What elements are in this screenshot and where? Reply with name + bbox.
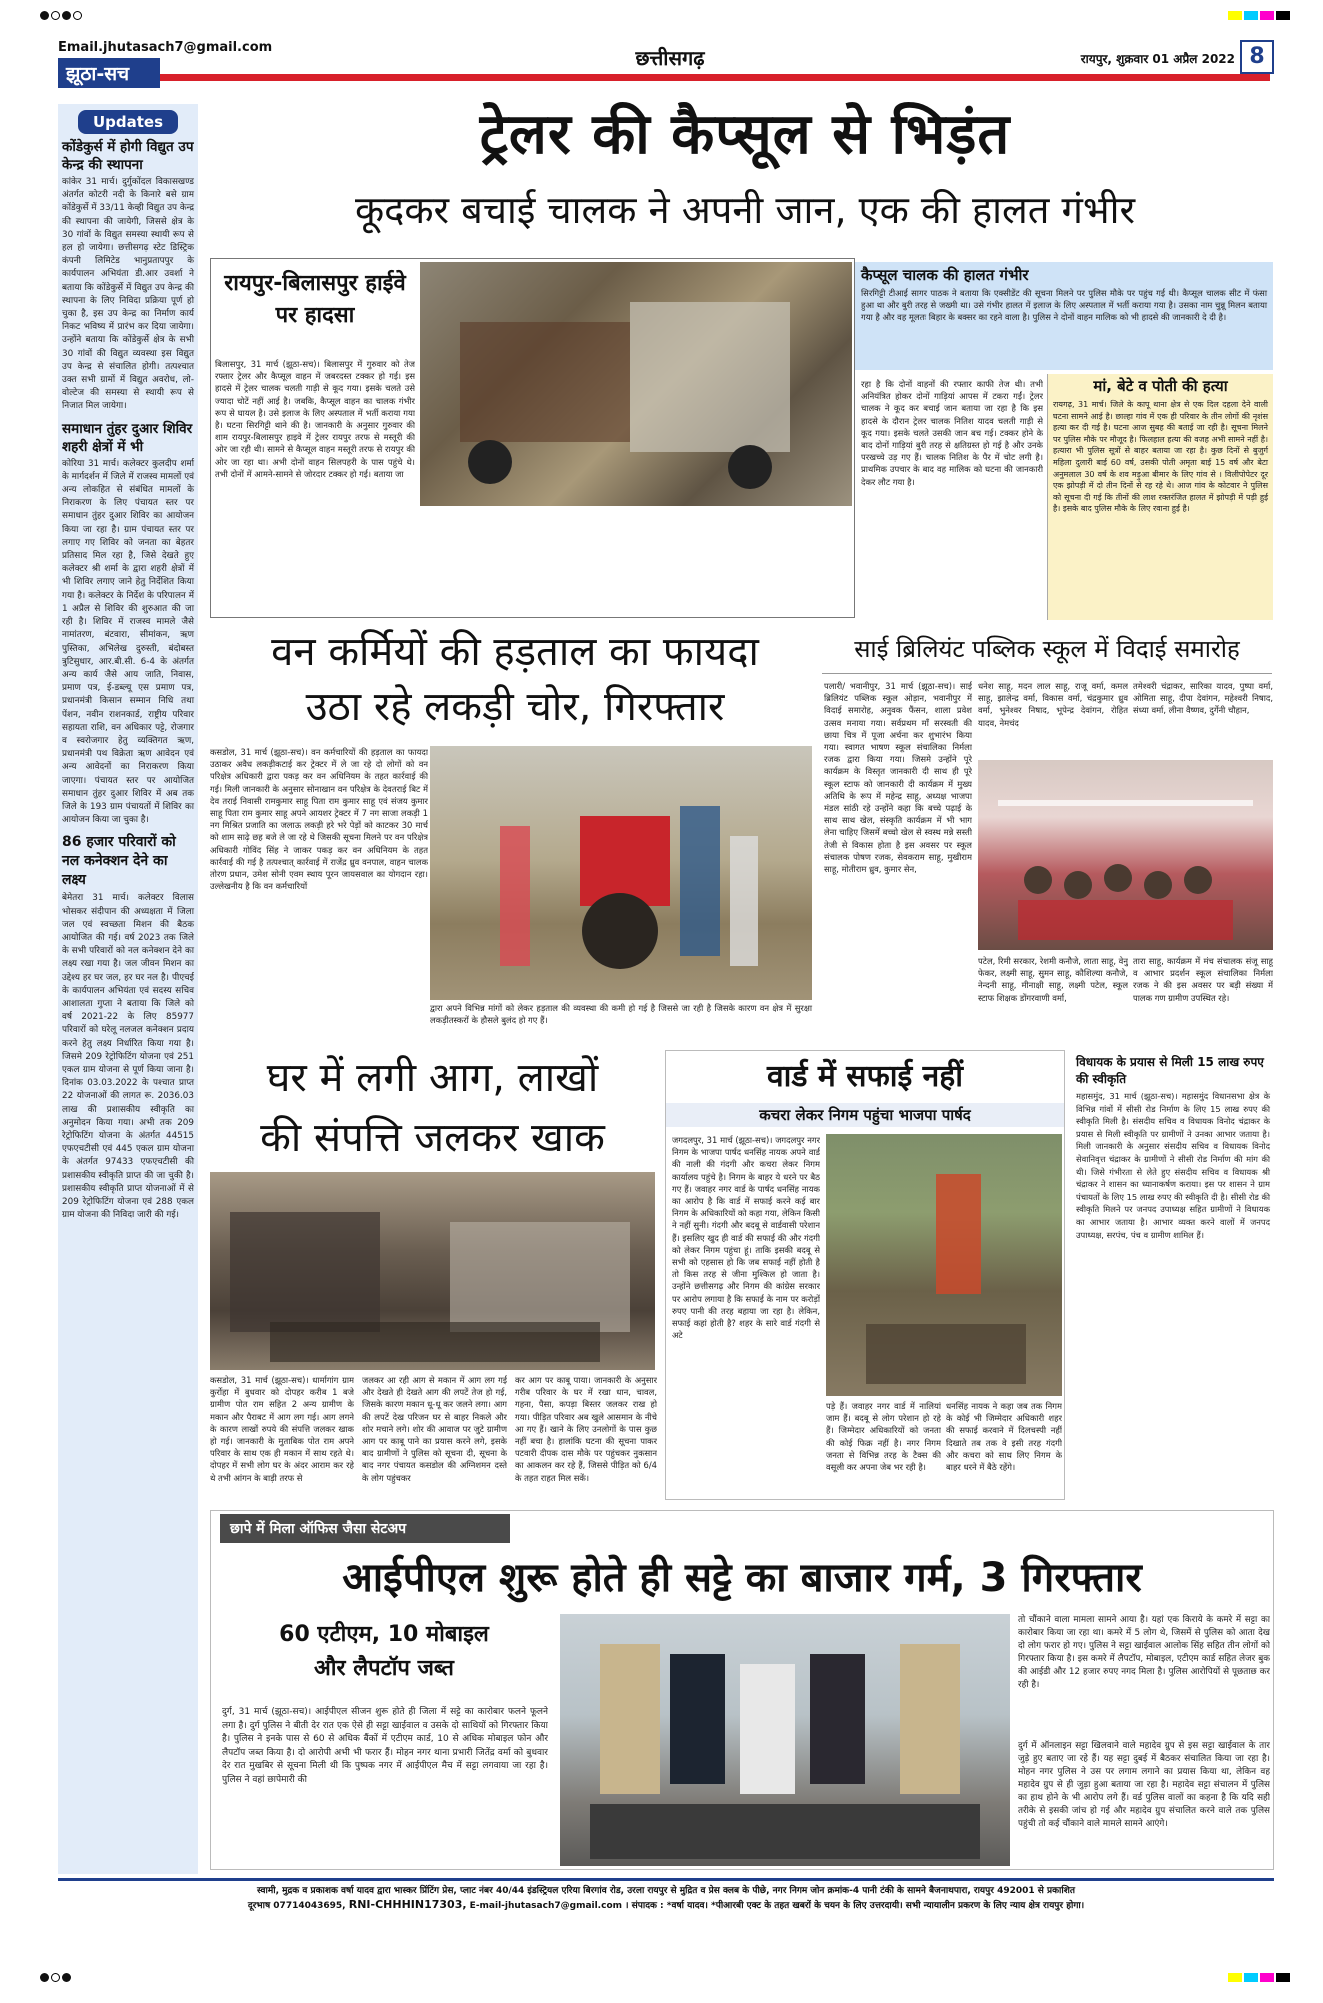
ward-col1: जगदलपुर, 31 मार्च (झूठा-सच)। जगदलपुर नगर निगम के भाजपा पार्षद धनसिंह नायक अपने वार्ड की नाली की गंदगी और कचरा लेकर निगम कार्यालय पहुंचे है। निगम के बाहर ये धरने पर बैठ गए हैं। जवाहर नगर वार्ड के पार्षद धनसिंह नायक का आरोप है कि वार्ड में सफाई करने कई बार निगम के अधिकारियों को कहा गया, लेकिन किसी ने नहीं सुनी। गंदगी और बदबू से वार्डवासी परेशान हैं। इसलिए खुद ही वार्ड की सफाई की और गंदगी को लेकर निगम पहुंचा हूं। ताकि इसकी बदबू से सभी को एहसास हो कि जब सफाई नहीं होती है तो किस तरह से जीना मुश्किल हो जाता है। उन्होंने छत्तीसगढ़ और निगम की कांग्रेस सरकार पर आरोप लगाया है कि सफाई के नाम पर करोड़ों रुपए पानी की तरह बहाया जा रहा है। लेकिन, सफाई कहां होती है? शहर के सारे वार्ड गंदगी से अटे bbox=[672, 1135, 820, 1341]
sidebar-tag: Updates bbox=[78, 110, 178, 134]
ward-col3: धनसिंह नायक ने कहा जब तक निगम के कोई भी जिम्मेदार अधिकारी शहर की सफाई करवाने में दिलचस्पी नहीं दिखाते तब तक वे इसी तरह गंदगी और कचरा को साथ लिए निगम के बाहर धरने में बैठे रहेंगे। bbox=[946, 1401, 1062, 1473]
ipl-box bbox=[220, 1614, 548, 1692]
footer-rni: RNI-CHHHIN17303, bbox=[348, 1898, 467, 1911]
murder-title: मां, बेटे व पोती की हत्या bbox=[1093, 377, 1228, 395]
accused-police-image bbox=[560, 1614, 1010, 1866]
masthead-section: छत्तीसगढ़ bbox=[610, 44, 730, 71]
forest-photo bbox=[430, 746, 812, 1000]
footer-phone: दूरभाष 07714043695, bbox=[247, 1901, 346, 1911]
masthead-email: Email.jhutasach7@gmail.com bbox=[58, 40, 273, 55]
forest-headline-1: वन कर्मियों की हड़ताल का फायदा bbox=[271, 629, 759, 675]
footer-editor: । संपादक : *वर्षा यादव। *पीआरबी एक्ट के तहत खबरों के चयन के लिए उत्तरदायी। सभी न्यायालीन प्रकरण के लिए न्याय क्षेत्र रायपुर होगा। bbox=[625, 1901, 1085, 1911]
registration-bar-top bbox=[40, 8, 1290, 22]
school-group-image bbox=[978, 760, 1273, 950]
school-bottom-col3: तारा साहू, कार्यक्रम में मंच संचालक संजू साहू व आभार प्रदर्शन स्कूल संचालिका निर्मला रजक ने की इस अवसर पर बड़ी संख्या में पालक गण ग्रामीण उपस्थित रहे। bbox=[1133, 956, 1273, 1003]
page-number: 8 bbox=[1240, 40, 1274, 74]
ipl-photo bbox=[560, 1614, 1010, 1866]
approval-box bbox=[1072, 1052, 1274, 1502]
murder-body: रायगढ़, 31 मार्च। जिले के कापू थाना क्षेत्र से एक दिल दहला देने वाली घटना सामने आई है। छाल्हा गांव में एक ही परिवार के तीन लोगों की नृशंस हत्या कर दी गई है। घटना आज सुबह की बताई जा रही है। सूचना मिलने पर पुलिस मौके पर मौजूद है। फिलहाल हत्या की वजह अभी सामने नहीं है। हत्यारा भी पुलिस सूत्रों से बाहर बताया जा रहा है। कुछ दिनों से बुजुर्ग महिला दुलारी बाई 60 वर्ष, उसकी पोती अमृता बाई 15 वर्ष और बेटा अनुमलाल 30 वर्ष के शव मड़ुआ बीमार के लिए गांव से । विलीपोपेटर दूर एक झोपड़ी में दो तीन दिनों से रह रहे थे। आज गांव के कोटवार ने पुलिस को सूचना दी गई कि तीनों की लाश रक्तरंजित हालत में झोपड़ी में पड़ी हुई है। इसके बाद पुलिस मौके के लिए रवाना हुई है। bbox=[1053, 400, 1268, 514]
sidebar bbox=[58, 104, 198, 1874]
footer-email: E-mail-jhutasach7@gmail.com bbox=[469, 1901, 622, 1911]
forest-headline-2: उठा रहे लकड़ी चोर, गिरफ्तार bbox=[305, 684, 725, 730]
ipl-headline: आईपीएल शुरू होते ही सट्टे का बाजार गर्म, 3 गिरफ्तार bbox=[342, 1555, 1142, 1601]
ipl-right-2: दुर्ग में ऑनलाइन सट्टा खिलवाने वाले महादेव ग्रुप से इस सट्टा खाईवाल के तार जुड़े हुए बताए जा रहे हैं। यह सट्टा दुबई में बैठकर संचालित किया जा रहा है। मोहन नगर पुलिस ने उस पर लगाम लगाने का प्रयास किया था, लेकिन वह महादेव ग्रुप से ही जुड़ा हुआ बताया जा रहा है। महादेव सट्टा संचालन में पुलिस का हाथ होने के भी आरोप लगे हैं। वर्ड पुलिस वालों का कहना है कि यदि सही तरीके से इसकी जांच हो गई और महादेव ग्रुप संचालित करने वाले तक पुलिस पहुंची तो कई चौंकाने वाले मामले सामने आएंगे। bbox=[1018, 1741, 1270, 1829]
ipl-box-line1: 60 एटीएम, 10 मोबाइल bbox=[279, 1622, 489, 1647]
ipl-box-line2: और लैपटॉप जब्त bbox=[314, 1656, 454, 1681]
story1-side-body: सिरगिट्टी टीआई सागर पाठक ने बताया कि एक्सीडेंट की सूचना मिलने पर पुलिस मौके पर पहुंच गई थी। कैप्सूल चालक सीट में फंसा हुआ था और बुरी तरह से जख्मी था। उसे गंभीर हालत में इलाज के लिए अस्पताल में भर्ती कराया गया है। उसका नाम चुन्नू मिलन बताया गया है और वह मूलतः बिहार के बक्सर का रहने वाला है। पुलिस ने दोनों वाहन मालिक को भी हादसे की जानकारी दे दी है। bbox=[861, 288, 1267, 323]
sidebar-item-body: बेमेतरा 31 मार्च। कलेक्टर विलास भोसकर संदीपान की अध्यक्षता में जिला जल एवं स्वच्छता मिशन की बैठक आयोजित की गई। वर्ष 2023 तक जिले के सभी परिवारों को नल कनेक्शन देने का लक्ष्य रखा गया है। जल जीवन मिशन का उद्देश्य हर घर जल, हर घर नल है। पीएचई के कार्यपालन अभियंता एवं सदस्य सचिव आशालता गुप्ता ने बताया कि जिले को वर्ष 2021-22 के लिए 85977 परिवारों को घरेलू नलजल कनेक्शन प्रदाय करने हेतु लक्ष्य निर्धारित किया गया है। जिसमे 209 रेट्रोफिटिंग योजना एवं 251 एकल ग्राम योजना से पूर्ण किया जाना है। दिनांक 03.03.2022 के पश्चात प्राप्त 22 योजनाओं की लागत रू. 2036.03 लाख की प्रशासकीय स्वीकृति का अनुमोदन किया गया। अभी तक 209 रेट्रोफिटिंग योजना के अंतर्गत 44515 एफएचटीसी एवं 445 एकल ग्राम योजना के अंतर्गत 97433 एफएचटीसी की प्रशासकीय स्वीकृति प्राप्त की जा चुकी है। प्रशासकीय स्वीकृति प्राप्त योजनाओं में से 209 रेट्रोफिटिंग योजना एवं 288 एकल ग्राम योजना की निविदा जारी की गई। bbox=[62, 893, 194, 1221]
school-col1: पलारी/ भवानीपुर, 31 मार्च (झूठा-सच)। साई ब्रिलियंट पब्लिक स्कूल ओड़ान, भवानीपुर में विदाई समारोह, अनुवक फैंसन, शाला प्रवेश उत्सव मनाया गया। सर्वप्रथम माँ सरस्वती की छाया चित्र में पूजा अर्चना कर शुभारंभ किया गया। स्वागत भाषण स्कूल संचालिका निर्मला रजक द्वारा किया गया। जिसमे उन्होंने पूरे कार्यक्रम के विस्तृत जानकारी दी साथ ही पूरे स्कूल स्टाफ को जानकारी दी कार्यक्रम में मुख्य अतिथि के रूप में महेन्द्र साहू, अध्यक्ष भाजपा मंडल सांठी रहे उन्होंने कहा कि बच्चे पढ़ाई के साथ साथ खेल, संस्कृति कार्यक्रम में भी भाग लेना चाहिए जिसमें बच्चो खेल से स्वस्थ मन्ने सस्ती तेजी से विकास होता है इस अवसर पर स्कूल संचालक पोषण रजक, सेवकराम साहू, मुखीराम साहू, मोतीराम ध्रुव, कुमार सेन, bbox=[824, 681, 972, 875]
fire-headline-2: की संपत्ति जलकर खाक bbox=[260, 1115, 605, 1161]
approval-body: महासमुंद, 31 मार्च (झूठा-सच)। महासमुंद विधानसभा क्षेत्र के विभिन्न गांवों में सीसी रोड निर्माण के लिए 15 लाख रुपए की स्वीकृति मिली है। संसदीय सचिव व विधायक विनोद चंद्राकर के प्रयास से मिली स्वीकृति पर ग्रामीणों ने उनका आभार जताया है। मिली जानकारी के अनुसार संसदीय सचिव व विधायक विनोद सेवानिवृत्त चंद्राकर के ग्रामीणों ने सीसी रोड निर्माण की मांग की थी। जिसे गंभीरता से लेते हुए संसदीय सचिव व विधायक श्री चंद्राकर ने शासन का ध्यानाकर्षण कराया। इस पर शासन ने ग्राम पंचायतों के लिए 15 लाख रुपए की स्वीकृति दी है। सीसी रोड की स्वीकृति मिलने पर जनपद उपाध्यक्ष सहित ग्रामीणों ने विधायक का आभार जताया है। आभार व्यक्त करने वालों में जनपद उपाध्यक्ष, सरपंच, पंच व ग्रामीण शामिल हैं। bbox=[1076, 1091, 1270, 1240]
story1-body: बिलासपुर, 31 मार्च (झूठा-सच)। बिलासपुर में गुरुवार को तेज रफ्तार ट्रेलर और कैप्सूल वाहन में जबरदस्त टक्कर हो गई। इस हादसे में ट्रेलर चालक चलती गाड़ी से कूद गया। इसके चलते उसे ज्यादा चोटें नहीं आई है। जबकि, कैप्सूल वाहन का चालक गंभीर रूप से घायल है। उसे इलाज के लिए अस्पताल में भर्ती कराया गया है। घटना सिरगिट्टी थाने की है। जानकारी के अनुसार गुरुवार की शाम रायपुर-बिलासपुर हाइवे में ट्रेलर रायपुर तरफ से मस्तूरी की ओर जा रही थी। सामने से कैप्सूल वाहन मस्तूरी तरफ से रायपुर की ओर जा रहा था। अभी दोनों वाहन सिलपहरी के पास पहुंचे थे। तभी दोनों में आमने-सामने से जोरदार टक्कर हो गई। बताया जा bbox=[215, 359, 415, 479]
story1-box-label: रायपुर-बिलासपुर हाईवे पर हादसा bbox=[224, 271, 406, 328]
ipl-body: दुर्ग, 31 मार्च (झूठा-सच)। आईपीएल सीजन शुरू होते ही जिला में सट्टे का कारोबार फलने फूलने लगा है। दुर्ग पुलिस ने बीती देर रात एक ऐसे ही सट्टा खाईवाल व उसके दो साथियों को गिरफ्तार किया है। पुलिस ने इनके पास से 60 से अधिक बैंकों में एटीएम कार्ड, 10 से अधिक मोबाइल फोन और लैपटॉप जब्त किया है। दो आरोपी अभी भी फरार हैं। मोहन नगर थाना प्रभारी जितेंद्र वर्मा को बुधवार देर रात मुखबिर से सूचना मिली थी कि पुष्पक नगर में आईपीएल मैच में सट्टा लगवाया जा रहा है। पुलिस ने वहां छापेमारी की bbox=[222, 1707, 548, 1785]
fire-col3: कर आग पर काबू पाया। जानकारी के अनुसार गरीब परिवार के घर में रखा धान, चावल, गहना, पैसा, कपड़ा बिस्तर जलकर राख हो गया। पीड़ित परिवार अब खुले आसमान के नीचे आ गए हैं। खाने के लिए उनलोगों के पास कुछ नहीं बचा है। हालांकि घटना की सूचना पाकर पटवारी दीपक दास मौके पर पहुंचकर नुकसान का आकलन कर रहे हैं, जिससे पीड़ित को 6/4 के तहत राहत मिल सकें। bbox=[515, 1375, 657, 1483]
sidebar-item-body: कोरिया 31 मार्च। कलेक्टर कुलदीप शर्मा के मार्गदर्शन में जिले में राजस्व मामलों एवं अन्य लोकहित से संबंधित मामलों के निराकरण के लिए पंचायत स्तर पर समाधान तुंहर दुआर शिविर का आयोजन किया जा रहा है। ग्राम पंचायत स्तर पर लगाए गए शिविर को जनता का बेहतर प्रतिसाद मिल रहा है, जिसे देखते हुए कलेक्टर श्री शर्मा के द्वारा शहरी क्षेत्रों में भी शिविर लगाए जाने हेतु निर्देशित किया गया है। कलेक्टर के निर्देश के परिपालन में 1 अप्रैल से शिविर की शुरुआत की जा रही है। शिविर में राजस्व मामले जैसे नामांतरण, बंटवारा, सीमांकन, ऋण पुस्तिका, अभिलेख दुरुस्ती, बंदोबस्त त्रुटिसुधार, आर.बी.सी. 6-4 के अंतर्गत अन्य कार्य जैसे आय जाति, निवास, प्रमाण पत्र, ई-डब्ल्यू एस प्रमाण पत्र, प्रधानमंत्री किसान सम्मान निधि तथा पेंशन, नवीन राशनकार्ड, राष्ट्रीय परिवार सहायता राशि, वन अधिकार पट्टे, रोजगार व स्वरोजगार हेतु व्यक्तिगत ऋण, प्रधानमंत्री पथ विक्रेता ऋण आवेदन एवं अन्य आवेदनों का निराकरण किया जाएगा। पंचायत स्तर पर आयोजित समाधान तुंहर दुआर शिविर में अब तक जिले के 193 ग्राम पंचायतों में शिविर का आयोजन किया जा चुका है। bbox=[62, 458, 194, 826]
ipl-kicker: छापे में मिला ऑफिस जैसा सेटअप bbox=[220, 1514, 510, 1543]
story1-side-title: कैप्सूल चालक की हालत गंभीर bbox=[861, 266, 1029, 284]
footer-rule bbox=[58, 1878, 1274, 1881]
fire-photo bbox=[210, 1172, 655, 1370]
school-bottom-col2: पटेल, रिमी सरकार, रेशमी कनौजे, लाता साहू, वेनु फेकर, लक्ष्मी साहू, सुमन साहू, कौशिल्या कनौजे, नेन्दनी साहू, मीनाक्षी साहू, लक्ष्मी पटेल, स्कूल स्टाफ शिक्षक डोंगरवाणी वर्मा, bbox=[978, 956, 1128, 1003]
drain-cleaning-image bbox=[826, 1134, 1062, 1396]
story1-col2: रहा है कि दोनों वाहनों की रफ्तार काफी तेज थी। तभी अनियंत्रित होकर दोनों गाड़ियां आपस में टकरा गईं। ट्रेलर चालक ने कूद कर बचाई जान बताया जा रहा है कि इस हादसे के दौरान ट्रेलर चालक नितिश यादव चलती गाड़ी से कूद गया। इसके चलते उसकी जान बच गई। टक्कर होने के बाद दोनों गाड़ियां बुरी तरह से क्षतिग्रस्त हो गई है और उनके परखच्चे उड़ गए हैं। चालक नितिश के पैर में चोट लगी है। प्राथमिक उपचार के बाद वह मालिक को घटना की जानकारी देकर लौट गया है। bbox=[861, 379, 1043, 487]
sidebar-item-body: कांकेर 31 मार्च। दुर्गुकोंदल विकासखण्ड अंतर्गत कोटरी नदी के किनारे बसे ग्राम कोंडेकुर्से में 33/11 केव्ही विद्युत उप केन्द्र की स्थापना की जायेगी, जिससे क्षेत्र के 30 गांवों के विद्युत समस्या स्थायी रूप से हल हो जायेगा। छत्तीसगढ़ स्टेट डिस्ट्रिक कंपनी लिमिटेड भानुप्रतापपुर के कार्यपालन अभियंता डी.आर उवर्शा ने बताया कि कोंडेकुर्से में विद्युत उप केन्द्र की स्थापना के लिए निविदा प्रक्रिया पूर्ण हो चुका है, इस उप केन्द्र का निर्माण कार्य निकट भविष्य में प्रारंभ कर दिया जायेगा। उन्होंने बताया कि कोंडेकुर्से क्षेत्र के सभी 30 गांवों की विद्युत व्यवस्था इस विद्युत उप केन्द्र से संचालित होगी। तत्पश्चात उक्त सभी ग्रामों में विद्युत अवरोध, लो-वोल्टेज की समस्या से स्थायी रूप से निजात मिल जायेगा। bbox=[62, 177, 194, 412]
burnt-house-image bbox=[210, 1172, 655, 1370]
story1-headline: ट्रेलर की कैप्सूल से भिड़ंत bbox=[479, 102, 1011, 167]
approval-title: विधायक के प्रयास से मिली 15 लाख रुपए की स्वीकृति bbox=[1076, 1055, 1264, 1086]
forest-bottom-text: द्वारा अपने विभिन्न मांगों को लेकर हड़ताल की व्यवस्था की कमी हो गई है जिससे जा रही है जिसके कारण वन क्षेत्र में सुरक्षा लकड़ीतस्करों के हौसले बुलंद हो गए हैं। bbox=[430, 1003, 812, 1026]
crash-image bbox=[420, 262, 852, 506]
sidebar-item-head: 86 हजार परिवारों को नल कनेक्शन देने का लक्ष्य bbox=[62, 834, 176, 889]
story1-subhead: कूदकर बचाई चालक ने अपनी जान, एक की हालत गंभीर bbox=[354, 188, 1136, 232]
ipl-right-1: तो चौंकाने वाला मामला सामने आया है। यहां एक किराये के कमरे में सट्टा का कारोबार किया जा रहा था। कमरे में 5 लोग थे, जिसमें से पुलिस को आता देख दो लोग फरार हो गए। पुलिस ने सट्टा खाईवाल आलोक सिंह सहित तीन लोगों को गिरफ्तार किया है। इस कमरे में लैपटॉप, मोबाइल, एटीएम कार्ड सहित लेजर बुक की आईडी और 12 हजार रुपए नगद मिला है। पुलिस आरोपियों से पूछताछ कर रही है। bbox=[1018, 1615, 1270, 1690]
story1-crash-photo bbox=[420, 262, 852, 506]
story1-side-box bbox=[855, 262, 1273, 370]
registration-bar-bottom bbox=[40, 1970, 1290, 1984]
masthead-dateline: रायपुर, शुक्रवार 01 अप्रैल 2022 bbox=[1080, 52, 1235, 66]
murder-box bbox=[1047, 374, 1273, 620]
footer-line2 bbox=[58, 1898, 1274, 1913]
school-photo bbox=[978, 760, 1273, 950]
fire-headline-1: घर में लगी आग, लाखों bbox=[266, 1055, 599, 1101]
footer-line1: स्वामी, मुद्रक व प्रकाशक वर्षा यादव द्वारा भास्कर प्रिंटिंग प्रेस, प्लाट नंबर 40/44 इंडस्ट्रियल एरिया बिरगांव रोड, उरला रायपुर से मुद्रित व प्रेस क्लब के पीछे, नगर निगम जोन क्रमांक-4 पानी टंकी के सामने बैजनाथपारा, रायपुर 492001 से प्रकाशित bbox=[257, 1886, 1075, 1896]
sidebar-item-head: समाधान तुंहर दुआर शिविर शहरी क्षेत्रों में भी bbox=[62, 420, 193, 455]
ward-col2: पड़े हैं। जवाहर नगर वार्ड में नालियां जाम हैं। बदबू से लोग परेशान हो रहे हैं। जिम्मेदार अधिकारियों को जनता की कोई फिक्र नहीं है। नगर निगम जनता से विभिन्न तरह के टैक्स की वसूली कर अपना जेब भर रही है। bbox=[826, 1401, 941, 1473]
forest-body: कसडोल, 31 मार्च (झूठा-सच)। वन कर्मचारियों की हड़ताल का फायदा उठाकर अवैध लकड़ीकटाई कर ट्रेक्टर में ले जा रहे दो लोगों को वन परिक्षेत्र अधिकारी द्वारा पकड़ कर वन अधिनियम के तहत कार्रवाई की गई। मिली जानकारी के अनुसार सोनाखान वन परिक्षेत्र के देवतराई बिट में देव तराई निवासी रामकुमार साहू पिता राम कुमार साहू एवं संजय कुमार साहू पिता राम कुमार साहू अपने आयशर ट्रेक्टर में 7 नग साजा लकड़ी 1 नग मिश्रित प्रजाति का जलाऊ लकड़ी हरे भरे पेड़ों को काटकर 30 मार्च को शाम साढ़े छह बजे ले जा रहे थे जिसकी सूचना मिलने पर वन परिक्षेत्र अधिकारी गोविंद सिंह ने जाकर पकड़ कर वन अधिनियम के तहत कार्रवाई की गई है तत्पश्चात् कार्रवाई में राजेंद्र ध्रुव वनपाल, वाहन चालक तोरण प्रधान, उमेश सोनी एवम स्थाय पूरन जायसवाल का योगदान रहा। उल्लेखनीय है कि वन कर्मचारियों bbox=[210, 747, 428, 892]
ward-headline: वार्ड में सफाई नहीं bbox=[766, 1059, 964, 1094]
masthead-brand: झूठा-सच bbox=[58, 58, 160, 88]
school-col2: धनेश साहू, मदन लाल साहू, राजू वर्मा, कमल साहू, झालेन्द्र वर्मा, विकास वर्मा, चंद्रकुमार ध्रुव वर्मा, भुनेश्वर निषाद, भूपेन्द्र देवांगन, रोहित यादव, नेमचंद bbox=[978, 681, 1128, 728]
tractor-image bbox=[430, 746, 812, 1000]
ward-photo bbox=[826, 1134, 1062, 1396]
fire-col1: कसडोल, 31 मार्च (झूठा-सच)। धार्मागांग ग्राम कुर्रोहा में बुधवार को दोपहर करीब 1 बजे ग्रामीण पोत राम सहित 2 अन्य ग्रामीण के मकान और पैराबट में आग लग गई। आग लगने के कारण लाखों रुपये की संपत्ति जलकर खाक हो गई। जानकारी के मुताबिक पोत राम अपने परिवार के साथ एक ही मकान में साथ रहते थे। दोपहर में सभी लोग घर के अंदर आराम कर रहे थे तभी आंगन के बाड़ी तरफ से bbox=[210, 1375, 354, 1483]
ward-subhead: कचरा लेकर निगम पहुंचा भाजपा पार्षद bbox=[665, 1103, 1065, 1127]
school-headline: साई ब्रिलियंट पब्लिक स्कूल में विदाई समारोह bbox=[822, 625, 1272, 674]
fire-col2: जलकर आ रही आग से मकान में आग लग गई और देखते ही देखते आग की लपटें तेज हो गई, जिसके कारण मकान धू-धू कर जलने लगा। आग की लपटें देख परिजन घर से बाहर निकले और शोर मचाने लगे। शोर की आवाज पर जुटे ग्रामीण आग पर काबू पाने का प्रयास करने लगे, इसके बाद ग्रामीणों ने पुलिस को सूचना दी, सूचना के बाद नगर पंचायत कसडोल की अग्निशमन दस्ते के लोग पहुंचकर bbox=[362, 1375, 507, 1483]
sidebar-item-head: कोंडेकुर्स में होगी विद्युत उप केन्द्र की स्थापना bbox=[62, 139, 194, 173]
school-col3: तमेश्वरी चंद्राकर, सारिका यादव, पुष्पा वर्मा, ओमिता साहू, दीपा देवांगन, महेश्वरी निषाद, संध्या वर्मा, लीना वैष्णव, दुर्गेनी चौहान, bbox=[1133, 681, 1273, 716]
masthead-rule bbox=[160, 74, 1270, 81]
